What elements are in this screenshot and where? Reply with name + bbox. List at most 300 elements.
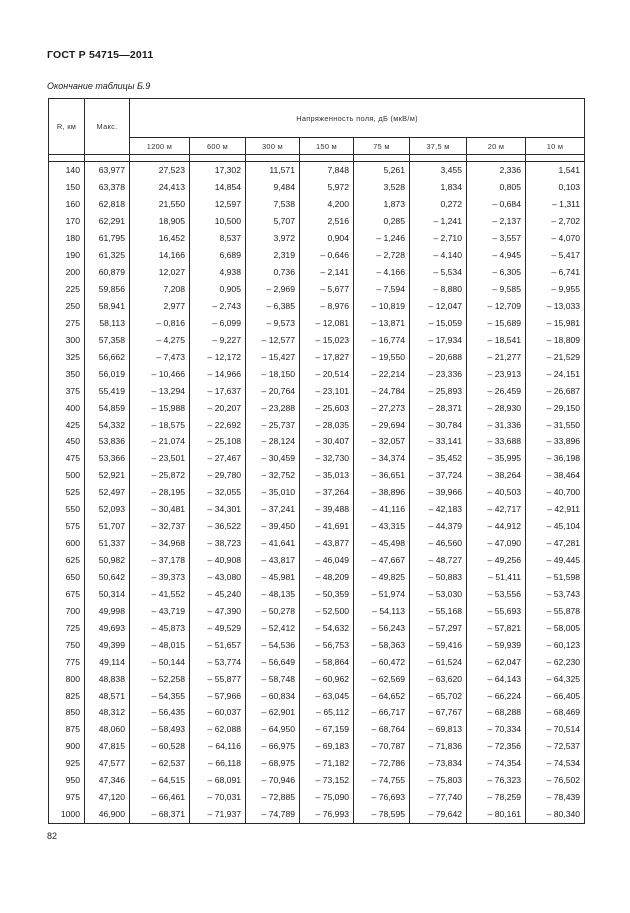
max-value-cell: 50,982	[85, 552, 130, 569]
distance-cell: 180	[49, 230, 85, 247]
table-row	[49, 755, 585, 772]
max-value-cell: 48,312	[85, 704, 130, 721]
field-value-cell: – 1,241	[410, 213, 467, 230]
field-value-cell: – 75,803	[410, 772, 467, 789]
max-value-cell: 47,120	[85, 789, 130, 806]
field-value-cell: – 28,124	[246, 433, 300, 450]
field-value-cell: – 35,995	[467, 450, 526, 467]
field-value-cell: – 9,227	[190, 331, 246, 348]
field-value-cell: – 44,912	[467, 518, 526, 535]
max-value-cell: 57,358	[85, 331, 130, 348]
field-value-cell: – 66,224	[467, 687, 526, 704]
field-value-cell: – 9,573	[246, 314, 300, 331]
column-header-r: R, км	[49, 99, 85, 155]
field-value-cell: – 5,677	[300, 281, 354, 298]
field-value-cell: – 4,166	[354, 264, 410, 281]
table-row	[49, 585, 585, 602]
field-value-cell: – 13,871	[354, 314, 410, 331]
field-value-cell: – 10,819	[354, 298, 410, 315]
table-row	[49, 365, 585, 382]
field-value-cell: – 43,315	[354, 518, 410, 535]
distance-cell: 225	[49, 281, 85, 298]
field-value-cell: – 16,774	[354, 331, 410, 348]
field-value-cell: – 27,273	[354, 399, 410, 416]
field-value-cell: 0,904	[300, 230, 354, 247]
max-value-cell: 49,399	[85, 636, 130, 653]
field-value-cell: – 49,256	[467, 552, 526, 569]
field-value-cell: 2,516	[300, 213, 354, 230]
field-value-cell: – 24,151	[526, 365, 585, 382]
field-value-cell: – 0,646	[300, 247, 354, 264]
field-value-cell: – 51,974	[354, 585, 410, 602]
field-value-cell: – 32,730	[300, 450, 354, 467]
field-value-cell: – 78,595	[354, 806, 410, 823]
field-value-cell: – 4,140	[410, 247, 467, 264]
field-value-cell: – 68,288	[467, 704, 526, 721]
field-value-cell: – 43,080	[190, 569, 246, 586]
table-row	[49, 806, 585, 823]
field-value-cell: – 23,336	[410, 365, 467, 382]
distance-cell: 350	[49, 365, 85, 382]
field-value-cell: – 64,116	[190, 738, 246, 755]
field-value-cell: – 58,363	[354, 636, 410, 653]
table-row	[49, 467, 585, 484]
distance-cell: 700	[49, 602, 85, 619]
table-row	[49, 433, 585, 450]
field-value-cell: – 48,209	[300, 569, 354, 586]
field-value-cell: – 10,466	[130, 365, 190, 382]
field-value-cell: – 2,702	[526, 213, 585, 230]
field-value-cell: – 70,787	[354, 738, 410, 755]
max-value-cell: 48,571	[85, 687, 130, 704]
field-value-cell: – 65,112	[300, 704, 354, 721]
max-value-cell: 51,337	[85, 535, 130, 552]
field-value-cell: – 41,641	[246, 535, 300, 552]
field-value-cell: 9,484	[246, 179, 300, 196]
field-value-cell: 27,523	[130, 162, 190, 179]
field-value-cell: – 12,047	[410, 298, 467, 315]
field-value-cell: 8,537	[190, 230, 246, 247]
field-value-cell: – 51,598	[526, 569, 585, 586]
field-value-cell: – 15,981	[526, 314, 585, 331]
field-value-cell: – 49,529	[190, 619, 246, 636]
field-value-cell: 7,538	[246, 196, 300, 213]
field-value-cell: 11,571	[246, 162, 300, 179]
distance-cell: 275	[49, 314, 85, 331]
field-value-cell: – 38,896	[354, 484, 410, 501]
field-value-cell: – 68,469	[526, 704, 585, 721]
field-value-cell: – 7,594	[354, 281, 410, 298]
field-value-cell: – 50,278	[246, 602, 300, 619]
field-value-cell: – 72,356	[467, 738, 526, 755]
field-value-cell: – 72,537	[526, 738, 585, 755]
field-value-cell: – 21,074	[130, 433, 190, 450]
distance-cell: 525	[49, 484, 85, 501]
distance-cell: 150	[49, 179, 85, 196]
field-value-cell: – 70,031	[190, 789, 246, 806]
field-value-cell: – 79,642	[410, 806, 467, 823]
field-value-cell: – 54,632	[300, 619, 354, 636]
field-value-cell: – 23,501	[130, 450, 190, 467]
field-value-cell: – 62,537	[130, 755, 190, 772]
field-value-cell: – 58,493	[130, 721, 190, 738]
column-header-height: 600 м	[190, 138, 246, 155]
field-value-cell: 12,597	[190, 196, 246, 213]
field-value-cell: – 55,877	[190, 670, 246, 687]
column-header-height: 300 м	[246, 138, 300, 155]
field-value-cell: – 48,015	[130, 636, 190, 653]
table-row	[49, 704, 585, 721]
field-value-cell: – 50,144	[130, 653, 190, 670]
field-value-cell: – 4,945	[467, 247, 526, 264]
table-row	[49, 619, 585, 636]
table-row	[49, 314, 585, 331]
field-value-cell: – 12,172	[190, 348, 246, 365]
field-value-cell: – 52,412	[246, 619, 300, 636]
max-value-cell: 63,977	[85, 162, 130, 179]
table-row	[49, 535, 585, 552]
field-value-cell: – 47,390	[190, 602, 246, 619]
field-value-cell: – 68,371	[130, 806, 190, 823]
field-value-cell: – 80,161	[467, 806, 526, 823]
field-value-cell: 1,834	[410, 179, 467, 196]
field-value-cell: – 60,123	[526, 636, 585, 653]
distance-cell: 625	[49, 552, 85, 569]
field-value-cell: – 34,301	[190, 501, 246, 518]
field-value-cell: – 20,514	[300, 365, 354, 382]
field-value-cell: – 42,717	[467, 501, 526, 518]
field-value-cell: – 35,010	[246, 484, 300, 501]
field-value-cell: 14,166	[130, 247, 190, 264]
field-value-cell: – 64,325	[526, 670, 585, 687]
distance-cell: 425	[49, 416, 85, 433]
field-value-cell: – 69,813	[410, 721, 467, 738]
field-value-cell: – 40,700	[526, 484, 585, 501]
field-value-cell: – 54,113	[354, 602, 410, 619]
field-value-cell: – 51,657	[190, 636, 246, 653]
field-value-cell: – 29,780	[190, 467, 246, 484]
field-value-cell: – 55,168	[410, 602, 467, 619]
field-value-cell: – 65,702	[410, 687, 467, 704]
field-value-cell: – 62,230	[526, 653, 585, 670]
field-value-cell: – 66,118	[190, 755, 246, 772]
field-value-cell: – 40,503	[467, 484, 526, 501]
field-value-cell: – 32,737	[130, 518, 190, 535]
field-value-cell: – 9,585	[467, 281, 526, 298]
field-value-cell: – 71,182	[300, 755, 354, 772]
table-row	[49, 501, 585, 518]
field-value-cell: – 59,939	[467, 636, 526, 653]
max-value-cell: 60,879	[85, 264, 130, 281]
max-value-cell: 62,818	[85, 196, 130, 213]
field-value-cell: – 63,620	[410, 670, 467, 687]
distance-cell: 500	[49, 467, 85, 484]
field-value-cell: – 77,740	[410, 789, 467, 806]
field-value-cell: 14,854	[190, 179, 246, 196]
field-value-cell: – 2,710	[410, 230, 467, 247]
field-value-cell: – 18,575	[130, 416, 190, 433]
field-value-cell: – 8,880	[410, 281, 467, 298]
max-value-cell: 52,093	[85, 501, 130, 518]
table-row	[49, 416, 585, 433]
field-value-cell: – 31,550	[526, 416, 585, 433]
field-value-cell: – 45,981	[246, 569, 300, 586]
distance-cell: 550	[49, 501, 85, 518]
field-value-cell: 10,500	[190, 213, 246, 230]
distance-cell: 650	[49, 569, 85, 586]
field-value-cell: 3,972	[246, 230, 300, 247]
field-value-cell: 5,972	[300, 179, 354, 196]
max-value-cell: 47,577	[85, 755, 130, 772]
field-value-cell: – 64,143	[467, 670, 526, 687]
field-value-cell: – 71,836	[410, 738, 467, 755]
column-header-height: 37,5 м	[410, 138, 467, 155]
field-value-cell: – 50,883	[410, 569, 467, 586]
field-value-cell: – 36,651	[354, 467, 410, 484]
field-value-cell: – 68,975	[246, 755, 300, 772]
field-value-cell: 2,977	[130, 298, 190, 315]
field-value-cell: – 37,264	[300, 484, 354, 501]
distance-cell: 675	[49, 585, 85, 602]
distance-cell: 850	[49, 704, 85, 721]
field-value-cell: 0,285	[354, 213, 410, 230]
field-value-cell: – 13,294	[130, 382, 190, 399]
field-value-cell: – 45,873	[130, 619, 190, 636]
field-value-cell: – 60,472	[354, 653, 410, 670]
field-value-cell: – 56,243	[354, 619, 410, 636]
field-value-cell: 24,413	[130, 179, 190, 196]
field-value-cell: – 37,178	[130, 552, 190, 569]
field-value-cell: – 64,652	[354, 687, 410, 704]
field-value-cell: – 56,753	[300, 636, 354, 653]
field-value-cell: – 54,355	[130, 687, 190, 704]
field-value-cell: – 60,037	[190, 704, 246, 721]
field-value-cell: – 20,688	[410, 348, 467, 365]
field-value-cell: – 17,934	[410, 331, 467, 348]
field-value-cell: 5,707	[246, 213, 300, 230]
field-value-cell: 21,550	[130, 196, 190, 213]
field-value-cell: – 60,528	[130, 738, 190, 755]
field-value-cell: – 12,577	[246, 331, 300, 348]
max-value-cell: 50,642	[85, 569, 130, 586]
distance-cell: 900	[49, 738, 85, 755]
field-value-cell: – 22,214	[354, 365, 410, 382]
field-value-cell: – 26,687	[526, 382, 585, 399]
field-value-cell: – 1,311	[526, 196, 585, 213]
field-value-cell: – 29,694	[354, 416, 410, 433]
field-value-cell: – 6,741	[526, 264, 585, 281]
table-row	[49, 484, 585, 501]
field-value-cell: – 58,748	[246, 670, 300, 687]
field-value-cell: – 32,057	[354, 433, 410, 450]
field-value-cell: – 4,275	[130, 331, 190, 348]
table-row	[49, 298, 585, 315]
field-value-cell: – 47,090	[467, 535, 526, 552]
table-row	[49, 230, 585, 247]
distance-cell: 200	[49, 264, 85, 281]
field-value-cell: – 32,752	[246, 467, 300, 484]
field-value-cell: – 66,461	[130, 789, 190, 806]
table-row	[49, 281, 585, 298]
max-value-cell: 59,856	[85, 281, 130, 298]
field-value-cell: – 70,334	[467, 721, 526, 738]
table-row	[49, 382, 585, 399]
field-value-cell: 0,905	[190, 281, 246, 298]
field-value-cell: – 46,049	[300, 552, 354, 569]
field-value-cell: – 33,688	[467, 433, 526, 450]
field-value-cell: – 6,099	[190, 314, 246, 331]
field-value-cell: – 39,373	[130, 569, 190, 586]
field-value-cell: – 57,966	[190, 687, 246, 704]
field-value-cell: – 0,816	[130, 314, 190, 331]
table-row	[49, 247, 585, 264]
field-value-cell: – 8,976	[300, 298, 354, 315]
max-value-cell: 49,693	[85, 619, 130, 636]
max-value-cell: 51,707	[85, 518, 130, 535]
field-value-cell: 17,302	[190, 162, 246, 179]
table-row	[49, 179, 585, 196]
field-value-cell: – 64,515	[130, 772, 190, 789]
field-value-cell: – 6,385	[246, 298, 300, 315]
field-value-cell: – 0,684	[467, 196, 526, 213]
field-value-cell: – 17,827	[300, 348, 354, 365]
table-row	[49, 264, 585, 281]
field-value-cell: – 41,116	[354, 501, 410, 518]
field-value-cell: – 78,439	[526, 789, 585, 806]
distance-cell: 140	[49, 162, 85, 179]
field-value-cell: – 34,374	[354, 450, 410, 467]
field-value-cell: – 66,405	[526, 687, 585, 704]
field-value-cell: – 38,464	[526, 467, 585, 484]
field-value-cell: – 70,946	[246, 772, 300, 789]
field-value-cell: – 28,035	[300, 416, 354, 433]
distance-cell: 400	[49, 399, 85, 416]
field-value-cell: – 76,323	[467, 772, 526, 789]
field-value-cell: – 37,241	[246, 501, 300, 518]
max-value-cell: 53,366	[85, 450, 130, 467]
field-value-cell: – 49,445	[526, 552, 585, 569]
field-value-cell: – 61,524	[410, 653, 467, 670]
distance-cell: 475	[49, 450, 85, 467]
field-value-cell: 7,208	[130, 281, 190, 298]
max-value-cell: 50,314	[85, 585, 130, 602]
column-header-height: 20 м	[467, 138, 526, 155]
field-value-cell: – 30,407	[300, 433, 354, 450]
field-value-cell: – 37,724	[410, 467, 467, 484]
field-value-cell: – 45,498	[354, 535, 410, 552]
max-value-cell: 54,859	[85, 399, 130, 416]
table-row	[49, 399, 585, 416]
field-value-cell: – 15,988	[130, 399, 190, 416]
distance-cell: 375	[49, 382, 85, 399]
table-row	[49, 348, 585, 365]
table-row	[49, 670, 585, 687]
distance-cell: 775	[49, 653, 85, 670]
field-value-cell: – 43,719	[130, 602, 190, 619]
field-value-cell: – 52,500	[300, 602, 354, 619]
field-value-cell: 4,200	[300, 196, 354, 213]
field-value-cell: – 47,281	[526, 535, 585, 552]
table-row	[49, 721, 585, 738]
field-value-cell: – 56,435	[130, 704, 190, 721]
max-value-cell: 48,838	[85, 670, 130, 687]
table-row	[49, 602, 585, 619]
max-value-cell: 56,019	[85, 365, 130, 382]
field-value-cell: – 15,427	[246, 348, 300, 365]
field-value-cell: – 39,488	[300, 501, 354, 518]
field-value-cell: – 2,141	[300, 264, 354, 281]
field-value-cell: – 55,693	[467, 602, 526, 619]
field-value-cell: – 48,135	[246, 585, 300, 602]
table-row	[49, 789, 585, 806]
field-value-cell: – 2,137	[467, 213, 526, 230]
column-header-height: 10 м	[526, 138, 585, 155]
table-row	[49, 687, 585, 704]
field-value-cell: 12,027	[130, 264, 190, 281]
field-value-cell: – 32,055	[190, 484, 246, 501]
field-value-cell: – 74,789	[246, 806, 300, 823]
max-value-cell: 63,378	[85, 179, 130, 196]
field-value-cell: – 1,246	[354, 230, 410, 247]
field-value-cell: – 5,534	[410, 264, 467, 281]
distance-cell: 925	[49, 755, 85, 772]
field-value-cell: – 54,536	[246, 636, 300, 653]
field-value-cell: – 67,159	[300, 721, 354, 738]
distance-cell: 450	[49, 433, 85, 450]
table-body	[49, 162, 585, 824]
field-value-cell: 0,272	[410, 196, 467, 213]
table-row	[49, 552, 585, 569]
max-value-cell: 53,836	[85, 433, 130, 450]
field-value-cell: – 69,183	[300, 738, 354, 755]
field-value-cell: – 44,379	[410, 518, 467, 535]
field-strength-table	[48, 98, 585, 824]
field-value-cell: 18,905	[130, 213, 190, 230]
field-value-cell: – 64,950	[246, 721, 300, 738]
field-value-cell: – 52,258	[130, 670, 190, 687]
field-value-cell: 3,455	[410, 162, 467, 179]
field-value-cell: – 33,896	[526, 433, 585, 450]
distance-cell: 725	[49, 619, 85, 636]
max-value-cell: 58,113	[85, 314, 130, 331]
max-value-cell: 47,346	[85, 772, 130, 789]
field-value-cell: – 47,667	[354, 552, 410, 569]
field-value-cell: – 7,473	[130, 348, 190, 365]
field-value-cell: – 45,104	[526, 518, 585, 535]
field-value-cell: – 76,502	[526, 772, 585, 789]
max-value-cell: 52,921	[85, 467, 130, 484]
field-value-cell: – 49,825	[354, 569, 410, 586]
max-value-cell: 54,332	[85, 416, 130, 433]
field-value-cell: 5,261	[354, 162, 410, 179]
field-value-cell: – 25,893	[410, 382, 467, 399]
field-value-cell: – 41,691	[300, 518, 354, 535]
field-value-cell: – 56,649	[246, 653, 300, 670]
distance-cell: 875	[49, 721, 85, 738]
field-value-cell: – 23,288	[246, 399, 300, 416]
field-value-cell: – 62,901	[246, 704, 300, 721]
field-value-cell: – 20,764	[246, 382, 300, 399]
field-value-cell: – 63,045	[300, 687, 354, 704]
field-value-cell: 2,336	[467, 162, 526, 179]
field-value-cell: – 42,183	[410, 501, 467, 518]
column-header-height: 1200 м	[130, 138, 190, 155]
field-value-cell: 4,938	[190, 264, 246, 281]
distance-cell: 575	[49, 518, 85, 535]
max-value-cell: 58,941	[85, 298, 130, 315]
field-value-cell: – 25,108	[190, 433, 246, 450]
field-value-cell: 0,103	[526, 179, 585, 196]
